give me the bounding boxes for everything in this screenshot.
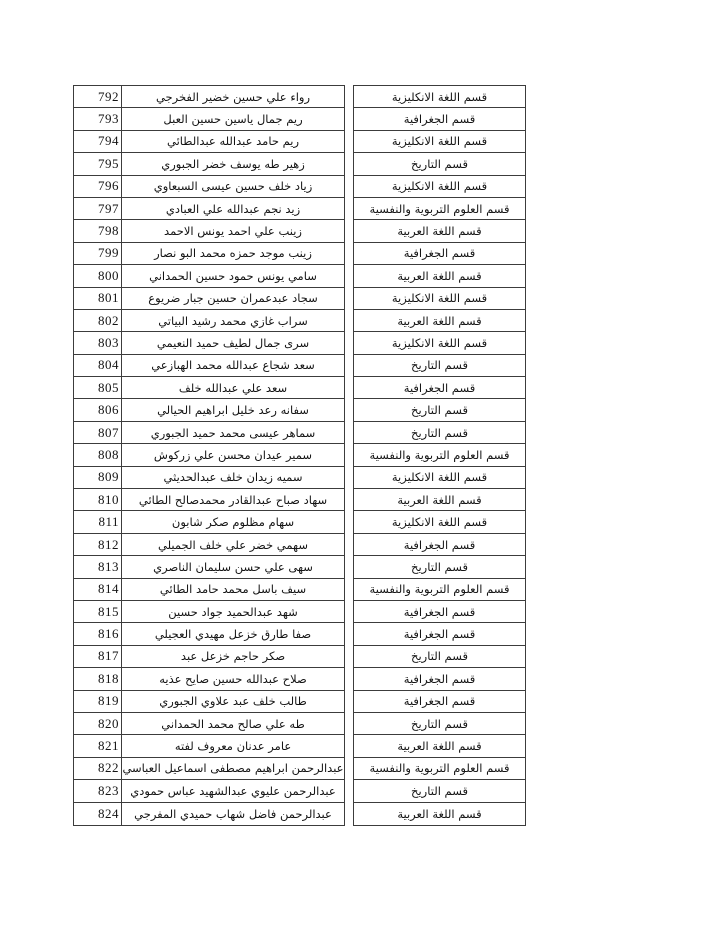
table-row [74,220,344,242]
department-cell: قسم اللغة الانكليزية [391,179,488,194]
table-row [74,511,344,533]
student-name-cell: زيد نجم عبدالله علي العبادي [165,201,301,216]
table-row [354,86,525,108]
department-cell: قسم اللغة العربية [397,313,482,328]
student-name-cell: صفا طارق خزعل مهيدي العجيلي [154,627,312,642]
table-row [354,780,525,802]
serial-number-cell: 822 [74,758,122,779]
student-name-cell: سماهر عيسى محمد حميد الجبوري [150,425,316,440]
table-row [74,108,344,130]
table-row [354,489,525,511]
table-row [354,691,525,713]
student-name-cell: سجاد عبدعمران حسين جبار ضريوع [148,291,318,306]
student-name-cell: طه علي صالح محمد الحمداني [161,716,305,731]
department-cell: قسم اللغة العربية [397,268,482,283]
department-cell: قسم التاريخ [411,559,468,574]
serial-number-cell: 807 [74,422,122,443]
student-name-cell: سامي يونس حمود حسين الحمداني [149,268,317,283]
department-cell: قسم الجغرافية [403,537,476,552]
table-row [354,108,525,130]
table-row [354,803,525,825]
department-cell: قسم اللغة الانكليزية [391,515,488,530]
serial-number-cell: 796 [74,176,122,197]
names-table [73,85,345,826]
table-row [74,758,344,780]
table-row [74,735,344,757]
table-row [354,332,525,354]
student-name-cell: سعد علي عبدالله خلف [178,380,288,395]
serial-number-cell: 823 [74,780,122,801]
department-cell: قسم التاريخ [411,783,468,798]
table-row [354,176,525,198]
serial-number-cell: 809 [74,467,122,488]
serial-number-cell: 805 [74,377,122,398]
table-row [74,534,344,556]
department-cell: قسم العلوم التربوية والنفسية [369,447,510,462]
serial-number-cell: 817 [74,646,122,667]
table-row [74,243,344,265]
table-row [354,355,525,377]
serial-number-cell: 794 [74,131,122,152]
department-cell: قسم اللغة العربية [397,224,482,239]
department-cell: قسم التاريخ [411,716,468,731]
department-cell: قسم الجغرافية [403,604,476,619]
department-cell: قسم الجغرافية [403,627,476,642]
table-row [74,377,344,399]
student-name-cell: سفانه رعد خليل ابراهيم الحيالي [157,403,309,418]
department-cell: قسم الجغرافية [403,380,476,395]
table-row [354,758,525,780]
table-row [74,579,344,601]
student-name-cell: سيف باسل محمد حامد الطائي [159,582,307,597]
department-cell: قسم التاريخ [411,425,468,440]
student-name-cell: ريم جمال ياسين حسين العبل [163,112,303,127]
serial-number-cell: 821 [74,735,122,756]
table-row [354,668,525,690]
table-row [354,579,525,601]
department-cell: قسم اللغة العربية [397,492,482,507]
serial-number-cell: 801 [74,288,122,309]
student-name-cell: سهام مظلوم صكر شابون [171,515,295,530]
department-cell: قسم العلوم التربوية والنفسية [369,761,510,776]
table-row [74,176,344,198]
student-name-cell: زينب موجد حمزه محمد البو نصار [154,246,312,261]
student-name-cell: زينب علي احمد يونس الاحمد [164,224,302,239]
student-name-cell: سميه زيدان خلف عبدالحديثي [163,470,303,485]
table-row [74,198,344,220]
serial-number-cell: 814 [74,579,122,600]
table-row [74,86,344,108]
table-row [74,623,344,645]
department-cell: قسم اللغة الانكليزية [391,470,488,485]
table-row [74,153,344,175]
table-row [354,422,525,444]
table-row [354,511,525,533]
department-cell: قسم اللغة الانكليزية [391,134,488,149]
departments-table [353,85,526,826]
student-name-cell: عبدالرحمن فاضل شهاب حميدي المفرجي [134,806,332,821]
student-name-cell: عامر عدنان معروف لفته [174,739,292,754]
serial-number-cell: 820 [74,713,122,734]
department-cell: قسم اللغة العربية [397,739,482,754]
serial-number-cell: 797 [74,198,122,219]
table-row [74,444,344,466]
serial-number-cell: 792 [74,86,122,107]
table-row [74,713,344,735]
department-cell: قسم التاريخ [411,156,468,171]
student-name-cell: سهى علي حسن سليمان الناصري [153,559,313,574]
table-row [354,220,525,242]
table-row [354,198,525,220]
table-row [74,265,344,287]
department-cell: قسم العلوم التربوية والنفسية [369,201,510,216]
table-row [74,422,344,444]
department-cell: قسم الجغرافية [403,112,476,127]
department-cell: قسم الجغرافية [403,246,476,261]
table-row [354,243,525,265]
serial-number-cell: 818 [74,668,122,689]
table-row [74,601,344,623]
table-row [74,355,344,377]
serial-number-cell: 816 [74,623,122,644]
table-row [354,265,525,287]
student-name-cell: ريم حامد عبدالله عبدالطائي [167,134,300,149]
serial-number-cell: 824 [74,803,122,825]
serial-number-cell: 806 [74,399,122,420]
table-row [354,713,525,735]
department-cell: قسم الجغرافية [403,694,476,709]
table-row [354,601,525,623]
serial-number-cell: 819 [74,691,122,712]
table-row [74,668,344,690]
serial-number-cell: 803 [74,332,122,353]
table-row [354,735,525,757]
table-row [354,467,525,489]
student-name-cell: سرى جمال لطيف حميد النعيمي [156,335,310,350]
serial-number-cell: 810 [74,489,122,510]
serial-number-cell: 793 [74,108,122,129]
table-row [354,399,525,421]
table-row [354,310,525,332]
table-row [354,153,525,175]
department-cell: قسم اللغة الانكليزية [391,89,488,104]
student-name-cell: شهد عبدالحميد جواد حسين [168,604,298,619]
student-name-cell: سهمي خضر علي خلف الجميلي [158,537,308,552]
serial-number-cell: 800 [74,265,122,286]
department-cell: قسم التاريخ [411,649,468,664]
table-row [354,623,525,645]
department-cell: قسم اللغة العربية [397,806,482,821]
student-name-cell: سهاد صباح عبدالقادر محمدصالح الطائي [138,492,328,507]
serial-number-cell: 811 [74,511,122,532]
student-name-cell: صلاح عبدالله حسين صايح عذيه [159,671,307,686]
serial-number-cell: 798 [74,220,122,241]
serial-number-cell: 799 [74,243,122,264]
student-name-cell: سعد شجاع عبدالله محمد الهبازعي [151,358,315,373]
student-name-cell: زياد خلف حسين عيسى السبعاوي [153,179,313,194]
student-name-cell: طالب خلف عبد علاوي الجبوري [159,694,307,709]
student-name-cell: سمير عيدان محسن علي زركوش [153,447,313,462]
table-row [74,646,344,668]
student-name-cell: سراب غازي محمد رشيد البياتي [158,313,308,328]
table-row [354,131,525,153]
table-row [74,131,344,153]
student-name-cell: صكر حاجم خزعل عبد [180,649,286,664]
department-cell: قسم العلوم التربوية والنفسية [369,582,510,597]
table-row [74,310,344,332]
table-row [354,646,525,668]
department-cell: قسم اللغة الانكليزية [391,335,488,350]
serial-number-cell: 802 [74,310,122,331]
table-row [74,780,344,802]
table-row [354,377,525,399]
student-name-cell: عبدالرحمن ابراهيم مصطفى اسماعيل العباسي [122,761,344,776]
student-name-cell: رواء علي حسين خضير الفخرجي [155,89,311,104]
table-row [74,803,344,825]
serial-number-cell: 795 [74,153,122,174]
department-cell: قسم التاريخ [411,403,468,418]
serial-number-cell: 815 [74,601,122,622]
table-row [354,534,525,556]
table-row [354,444,525,466]
student-tables-container [73,85,526,826]
table-row [74,399,344,421]
serial-number-cell: 812 [74,534,122,555]
department-cell: قسم الجغرافية [403,671,476,686]
department-cell: قسم اللغة الانكليزية [391,291,488,306]
student-name-cell: عبدالرحمن عليوي عبدالشهيد عباس حمودي [130,783,336,798]
table-row [74,467,344,489]
table-row [74,288,344,310]
student-name-cell: زهير طه يوسف خضر الجبوري [161,156,305,171]
table-row [74,556,344,578]
department-cell: قسم التاريخ [411,358,468,373]
serial-number-cell: 804 [74,355,122,376]
table-row [354,288,525,310]
serial-number-cell: 813 [74,556,122,577]
table-row [74,332,344,354]
table-row [74,691,344,713]
table-row [354,556,525,578]
table-row [74,489,344,511]
serial-number-cell: 808 [74,444,122,465]
